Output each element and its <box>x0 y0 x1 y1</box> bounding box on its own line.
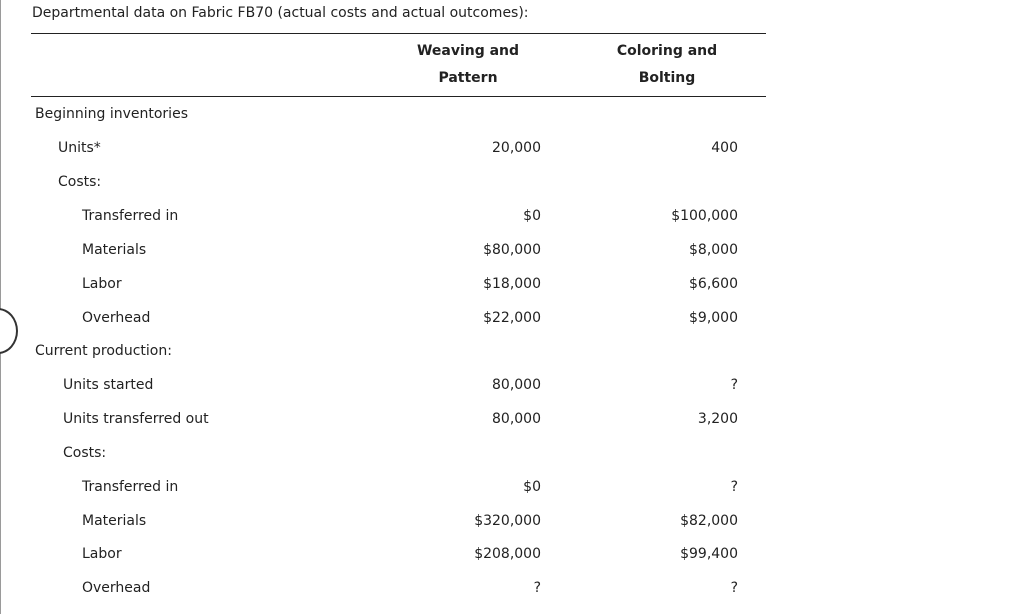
row-label: Transferred in <box>82 208 179 224</box>
column-header-weaving-and-pattern <box>398 44 538 85</box>
row-label: Labor <box>82 276 122 292</box>
cell-coloring: $100,000 <box>671 208 738 224</box>
column-header-line: Weaving and <box>416 43 520 59</box>
table-top-rule <box>31 33 766 34</box>
column-header-line: Coloring and <box>616 43 718 59</box>
row-label: Units* <box>58 140 101 156</box>
table-row-current-labor <box>0 546 1024 566</box>
row-label: Transferred in <box>82 479 179 495</box>
table-row-current-transferred-in <box>0 479 1024 499</box>
table-row-units-started <box>0 377 1024 397</box>
cell-weaving: 80,000 <box>492 411 541 427</box>
cell-weaving: 20,000 <box>492 140 541 156</box>
cell-weaving: $22,000 <box>483 310 541 326</box>
table-caption: Departmental data on Fabric FB70 (actual costs and actual outcomes): <box>32 5 529 21</box>
row-label: Costs: <box>63 445 107 461</box>
cell-weaving: $18,000 <box>483 276 541 292</box>
cell-coloring: $82,000 <box>680 513 738 529</box>
table-row-beginning-materials <box>0 242 1024 262</box>
section-row-current-production <box>0 343 1024 363</box>
cell-coloring: $6,600 <box>689 276 738 292</box>
row-label: Costs: <box>58 174 102 190</box>
table-row-current-overhead <box>0 580 1024 600</box>
row-label: Beginning inventories <box>35 106 188 122</box>
cell-coloring: ? <box>730 479 738 495</box>
subsection-row-current-costs <box>0 445 1024 465</box>
cell-coloring: ? <box>730 580 738 596</box>
header-bottom-rule <box>31 96 766 97</box>
cell-coloring: $8,000 <box>689 242 738 258</box>
cell-coloring: ? <box>730 377 738 393</box>
table-row-beginning-transferred-in <box>0 208 1024 228</box>
subsection-row-beginning-costs <box>0 174 1024 194</box>
table-row-units-transferred-out <box>0 411 1024 431</box>
row-label: Overhead <box>82 580 151 596</box>
cell-weaving: $0 <box>523 479 541 495</box>
table-row-beginning-overhead <box>0 310 1024 330</box>
cell-coloring: $9,000 <box>689 310 738 326</box>
column-header-line: Pattern <box>438 70 498 86</box>
cell-weaving: $320,000 <box>474 513 541 529</box>
cell-coloring: 3,200 <box>697 411 738 427</box>
row-label: Overhead <box>82 310 151 326</box>
row-label: Current production: <box>35 343 172 359</box>
column-header-line: Bolting <box>638 70 696 86</box>
table-row-beginning-units <box>0 140 1024 160</box>
cell-weaving: $208,000 <box>474 546 541 562</box>
row-label: Materials <box>82 242 147 258</box>
cell-weaving: $80,000 <box>483 242 541 258</box>
cell-coloring: $99,400 <box>680 546 738 562</box>
row-label: Materials <box>82 513 147 529</box>
table-row-beginning-labor <box>0 276 1024 296</box>
column-header-coloring-and-bolting <box>597 44 737 85</box>
table-row-current-materials <box>0 513 1024 533</box>
cell-weaving: 80,000 <box>492 377 541 393</box>
section-row-beginning-inventories <box>0 106 1024 126</box>
row-label: Units transferred out <box>63 411 209 427</box>
cell-coloring: 400 <box>711 140 738 156</box>
row-label: Labor <box>82 546 122 562</box>
cell-weaving: ? <box>533 580 541 596</box>
row-label: Units started <box>63 377 154 393</box>
cell-weaving: $0 <box>523 208 541 224</box>
